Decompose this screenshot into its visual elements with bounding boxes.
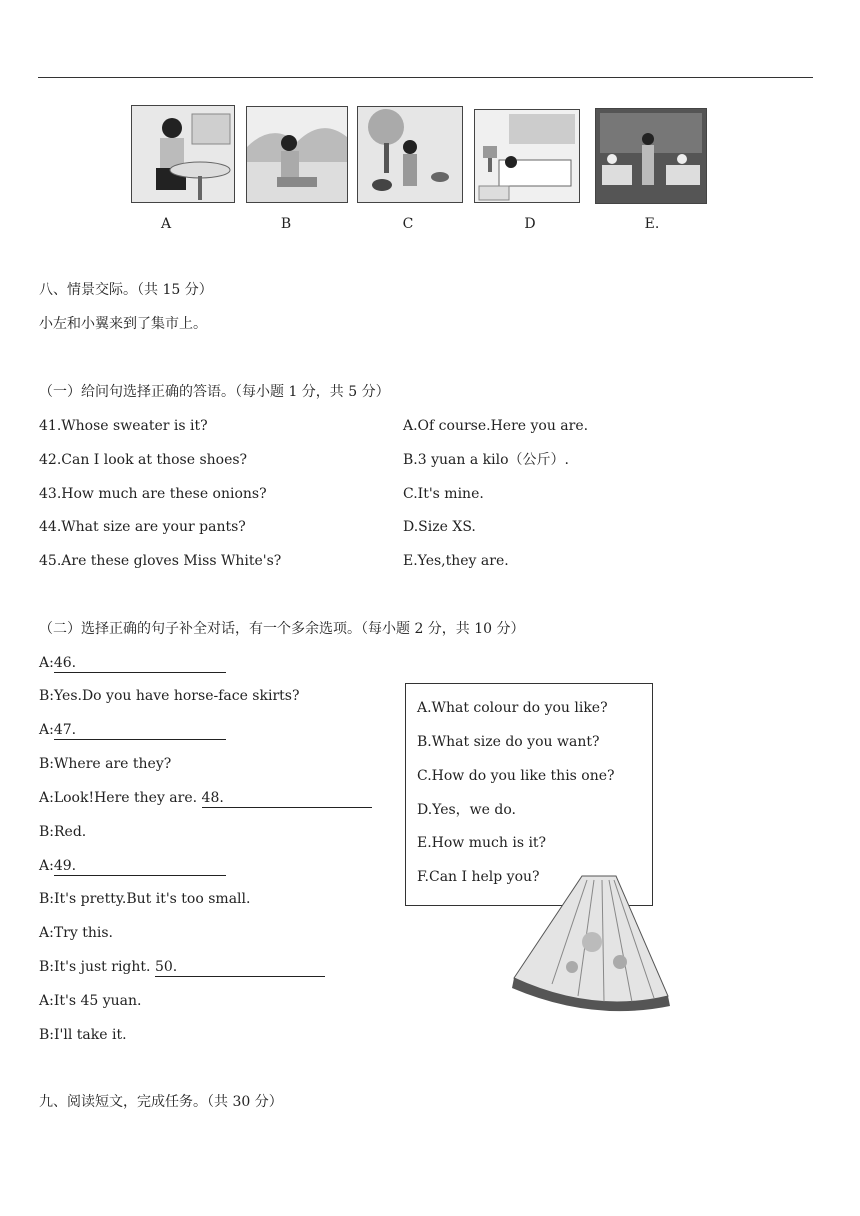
option-a: A.What colour do you like? (417, 700, 608, 716)
dialogue-line (39, 958, 325, 977)
dialogue-line: B:Yes.Do you have horse-face skirts? (39, 688, 300, 704)
picture-label-b: B (280, 216, 292, 232)
answer-c: C.It's mine. (403, 486, 484, 502)
option-e: E.How much is it? (417, 835, 547, 851)
section9-heading: 九、阅读短文，完成任务。（共 30 分） (39, 1094, 283, 1110)
dialogue-line: B:It's pretty.But it's too small. (39, 891, 251, 907)
answer-blank-47[interactable]: 47. (54, 721, 226, 740)
girl-eating-icon (131, 105, 235, 203)
answer-e: E.Yes,they are. (403, 553, 509, 569)
part1-heading: （一）给问句选择正确的答语。（每小题 1 分，共 5 分） (39, 384, 390, 400)
dialogue-line (39, 721, 226, 740)
answer-blank-50[interactable]: 50. (155, 958, 325, 977)
answer-blank-49[interactable]: 49. (54, 857, 226, 876)
teacher-classroom-icon (595, 108, 707, 204)
girl-sleeping-icon (474, 109, 580, 203)
picture-label-e: E. (644, 216, 660, 232)
section8-intro: 小左和小翼来到了集市上。 (39, 316, 207, 332)
picture-label-a: A (160, 216, 172, 232)
dialogue-line: A:Try this. (39, 925, 113, 941)
dialogue-line (39, 654, 226, 673)
dialogue-speaker: A: (39, 858, 54, 874)
dialogue-line: A:It's 45 yuan. (39, 993, 142, 1009)
girl-with-goats-icon (357, 106, 463, 203)
option-f: F.Can I help you? (417, 869, 540, 885)
dialogue-speaker: A:Look!Here they are. (39, 790, 202, 806)
option-c: C.How do you like this one? (417, 768, 615, 784)
dialogue-speaker: B:It's just right. (39, 959, 155, 975)
question-43: 43.How much are these onions? (39, 486, 267, 502)
part2-heading: （二）选择正确的句子补全对话，有一个多余选项。（每小题 2 分，共 10 分） (39, 621, 525, 637)
option-b: B.What size do you want? (417, 734, 600, 750)
top-divider (38, 77, 813, 78)
horse-face-skirt-icon (512, 872, 672, 1012)
girl-sitting-outdoors-icon (246, 106, 348, 203)
answer-d: D.Size XS. (403, 519, 476, 535)
question-44: 44.What size are your pants? (39, 519, 246, 535)
picture-label-d: D (524, 216, 536, 232)
dialogue-line: B:I'll take it. (39, 1027, 127, 1043)
dialogue-speaker: A: (39, 655, 54, 671)
answer-blank-46[interactable]: 46. (54, 654, 226, 673)
picture-label-c: C (402, 216, 414, 232)
answer-b: B.3 yuan a kilo（公斤）. (403, 452, 569, 468)
answer-a: A.Of course.Here you are. (403, 418, 589, 434)
dialogue-line (39, 857, 226, 876)
dialogue-line: B:Red. (39, 824, 87, 840)
dialogue-line (39, 789, 372, 808)
question-41: 41.Whose sweater is it? (39, 418, 208, 434)
question-42: 42.Can I look at those shoes? (39, 452, 248, 468)
section8-heading: 八、情景交际。（共 15 分） (39, 282, 213, 298)
answer-blank-48[interactable]: 48. (202, 789, 372, 808)
option-d: D.Yes，we do. (417, 802, 516, 818)
question-45: 45.Are these gloves Miss White's? (39, 553, 282, 569)
dialogue-line: B:Where are they? (39, 756, 172, 772)
dialogue-speaker: A: (39, 722, 54, 738)
